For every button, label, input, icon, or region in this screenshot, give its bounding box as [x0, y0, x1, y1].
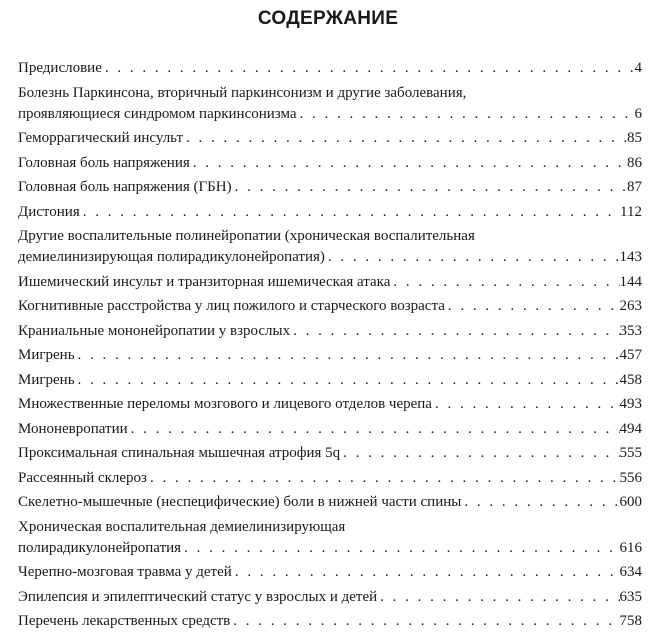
toc-entry-title: Черепно-мозговая травма у детей: [18, 564, 232, 580]
toc-entry-page-number: 143: [619, 249, 642, 265]
dot-leader: [340, 443, 619, 464]
toc-entry-title: Когнитивные расстройства у лиц пожилого и старческого возраста: [18, 298, 445, 314]
toc-entry-title: Эпилепсия и эпилептический статус у взрослых и детей: [18, 588, 378, 605]
dot-leader: [325, 247, 620, 268]
toc-entry-title: Скелетно-мышечные (неспецифические) боли в нижней части спины: [18, 494, 462, 510]
dot-leader: [147, 468, 620, 489]
toc-entry-title: Краниальные мононейропатии у взрослых: [18, 322, 291, 339]
toc-entry-title: Головная боль напряжения (ГБН): [18, 179, 232, 195]
toc-entry-page-number: 263: [619, 298, 642, 314]
toc-entry[interactable]: [18, 83, 642, 125]
toc-entry[interactable]: [18, 419, 642, 440]
dot-leader: [75, 370, 620, 391]
toc-entry-row: [18, 128, 642, 149]
toc-entry-page-number: 6: [634, 105, 642, 122]
dot-leader: [377, 587, 619, 608]
toc-entry-row: [18, 202, 642, 223]
dot-leader: [461, 492, 619, 513]
dot-leader: [390, 272, 619, 293]
toc-entry[interactable]: [18, 153, 642, 174]
dot-leader: [102, 58, 635, 79]
toc-entry-row: [18, 272, 642, 293]
toc-entry-page-number: 616: [619, 539, 642, 556]
toc-entry-title: полирадикулонейропатия: [18, 539, 182, 556]
toc-entry-page-number: 635: [619, 588, 642, 605]
toc-entry[interactable]: [18, 321, 642, 342]
toc-entry[interactable]: [18, 611, 642, 632]
toc-entry-title: проявляющиеся синдромом паркинсонизма: [18, 105, 297, 122]
toc-entry[interactable]: [18, 345, 642, 366]
toc-entry-page-number: 144: [619, 273, 642, 290]
toc-entry-row: [18, 443, 642, 464]
toc-entry-page-number: 4: [634, 60, 642, 76]
toc-entry-page-number: 493: [619, 396, 642, 412]
dot-leader: [181, 538, 619, 559]
toc-entry-row: [18, 345, 642, 366]
toc-entry-title: демиелинизирующая полирадикулонейропатия): [18, 249, 325, 265]
toc-entry-title: Проксимальная спинальная мышечная атрофия 5q: [18, 445, 341, 461]
toc-entry-row: [18, 394, 642, 415]
toc-entry-row: [18, 370, 642, 391]
dot-leader: [230, 611, 619, 632]
toc-entry-title: Геморрагический инсульт: [18, 130, 184, 146]
dot-leader: [128, 419, 620, 440]
toc-entry-title: Мигрень: [18, 347, 75, 363]
toc-entry[interactable]: [18, 587, 642, 608]
toc-entry[interactable]: [18, 272, 642, 293]
dot-leader: [183, 128, 627, 149]
toc-entry-row: [18, 492, 642, 513]
toc-entry[interactable]: [18, 492, 642, 513]
toc-entry[interactable]: [18, 202, 642, 223]
toc-entry-page-number: 600: [619, 494, 642, 510]
dot-leader: [445, 296, 620, 317]
dot-leader: [232, 562, 620, 583]
toc-entry-title: Предисловие: [18, 60, 102, 76]
toc-entry[interactable]: [18, 468, 642, 489]
toc-entry[interactable]: [18, 296, 642, 317]
toc-entry-page-number: 85: [627, 130, 642, 146]
toc-entry-row: [18, 104, 642, 125]
toc-entry-page-number: 86: [627, 154, 642, 171]
toc-entry[interactable]: [18, 562, 642, 583]
toc-entry-title-line: Хроническая воспалительная демиелинизирующая: [18, 518, 346, 535]
toc-entry-page-number: 556: [619, 469, 642, 486]
toc-entry[interactable]: [18, 58, 642, 79]
dot-leader: [190, 153, 627, 174]
dot-leader: [290, 321, 619, 342]
toc-entry-title-line: Другие воспалительные полинейропатии (хроническая воспалительная: [18, 228, 475, 244]
toc-entry[interactable]: [18, 443, 642, 464]
toc-entry-row: [18, 468, 642, 489]
dot-leader: [80, 202, 620, 223]
dot-leader: [232, 177, 627, 198]
dot-leader: [297, 104, 635, 125]
toc-entry-title: Перечень лекарственных средств: [18, 613, 231, 629]
toc-entry-row: [18, 321, 642, 342]
toc-entry-title: Множественные переломы мозгового и лицевого отделов черепа: [18, 396, 432, 412]
toc-entry-title-line: Болезнь Паркинсона, вторичный паркинсонизм и другие заболевания,: [18, 84, 467, 101]
toc-entry-row: [18, 177, 642, 198]
toc-entry-page-number: 758: [619, 613, 642, 629]
toc-entry-row: [18, 587, 642, 608]
dot-leader: [75, 345, 620, 366]
toc-entry[interactable]: [18, 394, 642, 415]
toc-entry-title: Ишемический инсульт и транзиторная ишемическая атака: [18, 273, 391, 290]
toc-entry-page-number: 634: [619, 564, 642, 580]
toc-entry-title: Дистония: [18, 203, 80, 220]
toc-entry-row: [18, 419, 642, 440]
toc-entry[interactable]: [18, 517, 642, 559]
toc-entry-page-number: 87: [627, 179, 642, 195]
toc-entry-title: Головная боль напряжения: [18, 154, 190, 171]
toc-entry-row: [18, 538, 642, 559]
toc-entry-title: Мононевропатии: [18, 420, 128, 437]
toc-entry-row: [18, 562, 642, 583]
toc-entry-row: [18, 58, 642, 79]
toc-entry-page-number: 555: [619, 445, 642, 461]
table-of-contents: [18, 58, 642, 636]
toc-entry-row: [18, 153, 642, 174]
toc-entry-row: [18, 296, 642, 317]
toc-entry[interactable]: [18, 177, 642, 198]
toc-entry-page-number: 458: [619, 371, 642, 388]
toc-entry-page-number: 457: [619, 347, 642, 363]
dot-leader: [432, 394, 620, 415]
toc-entry-page-number: 494: [619, 420, 642, 437]
toc-entry[interactable]: [18, 226, 642, 268]
toc-entry-row: [18, 611, 642, 632]
toc-entry-title: Мигрень: [18, 371, 75, 388]
toc-entry-page-number: 353: [619, 322, 642, 339]
toc-entry-page-number: 112: [620, 203, 642, 220]
toc-entry-title: Рассеянный склероз: [18, 469, 147, 486]
toc-entry[interactable]: [18, 128, 642, 149]
toc-entry-row: [18, 247, 642, 268]
page-title: СОДЕРЖАНИЕ: [257, 8, 399, 29]
toc-entry[interactable]: [18, 370, 642, 391]
